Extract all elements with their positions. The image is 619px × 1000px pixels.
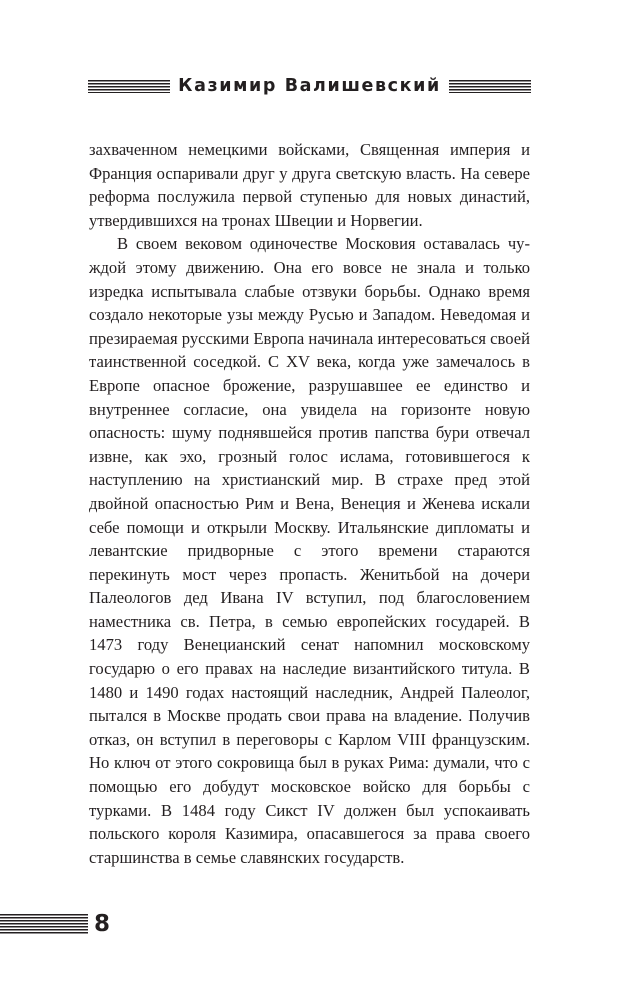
paragraph: В своем вековом одиночестве Московия оставалась чуждой этому движению. Она его вовсе не знала и только изредка испытывала слабые отзвуки борьбы. Однако время создало некоторые узы между Русью и Западом. Неведомая и презираемая русскими Европа начинала интересоваться своей таинственной соседкой. С XV века, когда уже замечалось в Европе опасное брожение, разрушавшее ее единство и внутреннее согласие, она увидела на горизонте новую опасность: шуму поднявшейся против папства бури отвечал извне, как эхо, грозный голос ислама, готовившегося к наступлению на христианский мир. В страхе пред этой двойной опасностью Рим и Вена, Венеция и Женева искали себе помощи и открыли Москву. Итальянские дипломаты и левантские придворные с этого времени стараются перекинуть мост через пропасть. Женитьбой на дочери Палеологов дед Ивана IV вступил, под благословением наместника св. Петра, в семью европейских государей. В 1473 году Венецианский сенат напомнил московскому государю о его правах на наследие византийского титула. В 1480 и 1490 годах настоящий наследник, Андрей Палеолог, пытался в Москве продать свои права на владение. Получив отказ, он вступил в переговоры с Карлом VIII французским. Но ключ от этого сокровища был в руках Рима: думали, что с помощью его добудут московское войско для борьбы с турками. В 1484 году Сикст IV должен был успокаивать польского короля Казимира, опасавшегося за права своего старшинства в семье славянских государств. xyxy=(89,234,530,867)
header-title: Казимир Валишевский xyxy=(178,76,441,96)
page-footer xyxy=(0,909,130,939)
header-rule-right xyxy=(449,80,531,93)
main-text xyxy=(89,138,530,869)
header-rule-left xyxy=(88,80,170,93)
page-number: 8 xyxy=(94,911,111,937)
footer-rule xyxy=(0,914,88,935)
running-header xyxy=(88,72,531,100)
paragraph-continued: захваченном немецкими войсками, Священная империя и Франция оспаривали друг у друга светскую власть. На севере реформа послужила первой ступенью для новых династий, утвердившихся на тронах Швеции и Норвегии. xyxy=(89,140,530,230)
